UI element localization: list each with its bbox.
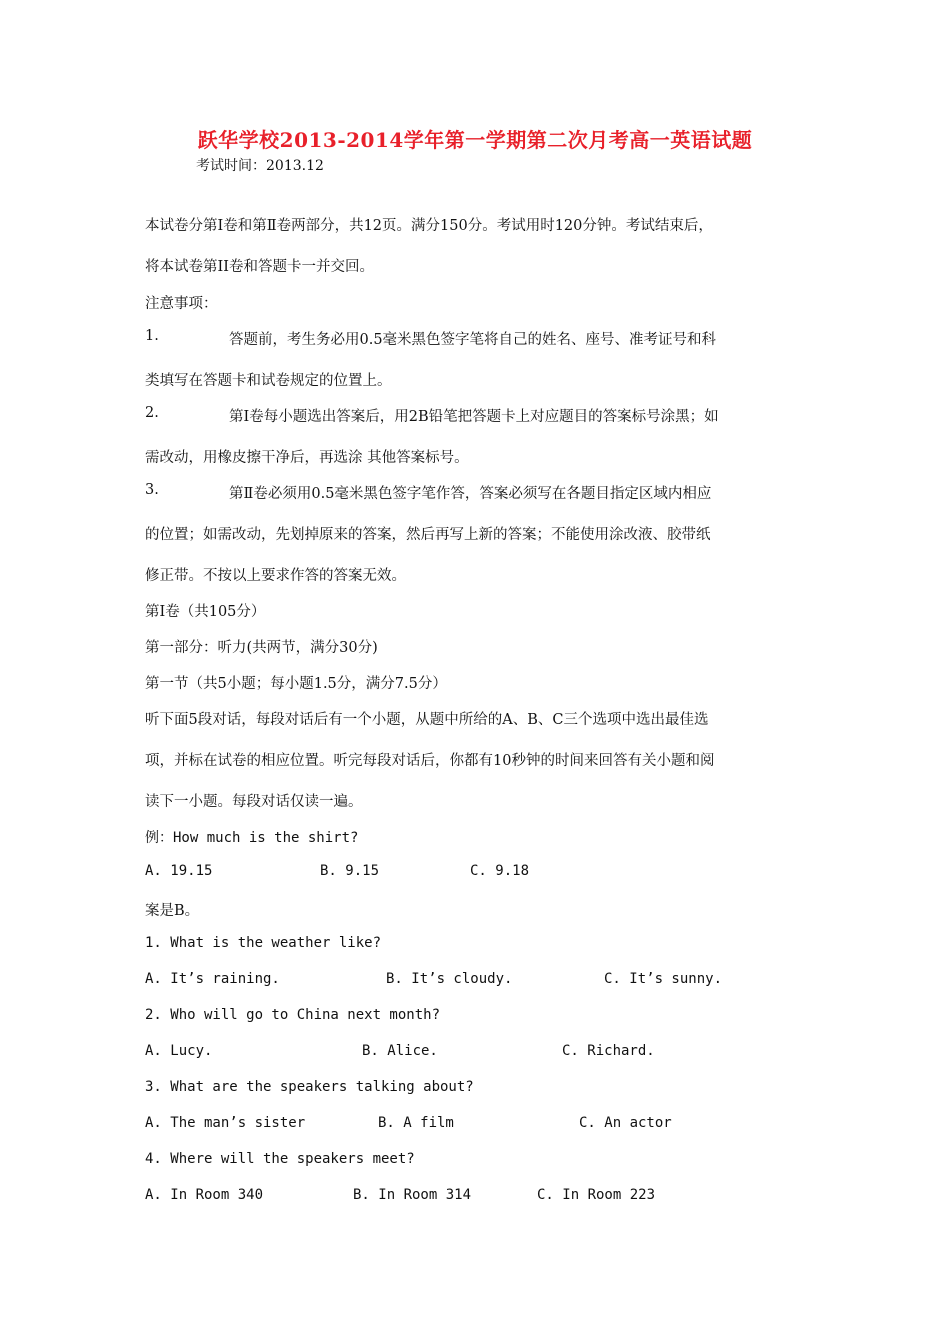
document-title: 跃华学校2013-2014学年第一学期第二次月考高一英语试题: [197, 128, 753, 152]
section-1-heading: 第一节（共5小题；每小题1.5分，满分7.5分）: [145, 676, 447, 692]
question-4: 4. Where will the speakers meet?: [145, 1151, 415, 1167]
instruction-line-1: 听下面5段对话，每段对话后有一个小题，从题中所给的A、B、C三个选项中选出最佳选: [145, 712, 709, 728]
notes-heading: 注意事项：: [145, 296, 218, 312]
question-3: 3. What are the speakers talking about?: [145, 1079, 474, 1095]
question-4-option-a: A. In Room 340: [145, 1187, 264, 1203]
note-1-line-1: 答题前，考生务必用0.5毫米黑色签字笔将自己的姓名、座号、准考证号和科: [229, 332, 717, 348]
note-number-1: 1.: [145, 328, 159, 344]
intro-line-1: 本试卷分第Ⅰ卷和第Ⅱ卷两部分，共12页。满分150分。考试用时120分钟。考试结束后，: [145, 218, 713, 234]
example-option-b: B. 9.15: [320, 863, 380, 879]
intro-line-2: 将本试卷第II卷和答题卡一并交回。: [145, 259, 374, 275]
question-2-option-b: B. Alice.: [362, 1043, 438, 1059]
question-2-option-a: A. Lucy.: [145, 1043, 213, 1059]
question-3-option-c: C. An actor: [579, 1115, 672, 1131]
note-3-line-3: 修正带。不按以上要求作答的答案无效。: [145, 568, 406, 584]
volume-1-heading: 第Ⅰ卷（共105分）: [145, 604, 266, 620]
question-1-option-a: A. It’s raining.: [145, 971, 280, 987]
question-4-option-c: C. In Room 223: [537, 1187, 656, 1203]
note-number-2: 2.: [145, 405, 159, 421]
example-answer: 案是B。: [145, 903, 200, 919]
instruction-line-3: 读下一小题。每段对话仅读一遍。: [145, 794, 363, 810]
question-2-option-c: C. Richard.: [562, 1043, 655, 1059]
question-2: 2. Who will go to China next month?: [145, 1007, 441, 1023]
example-question: 例：How much is the shirt?: [145, 830, 359, 846]
note-2-line-2: 需改动，用橡皮擦干净后，再选涂 其他答案标号。: [145, 450, 469, 466]
note-number-3: 3.: [145, 482, 159, 498]
note-2-line-1: 第Ⅰ卷每小题选出答案后，用2B铅笔把答题卡上对应题目的答案标号涂黑；如: [229, 409, 719, 425]
question-4-option-b: B. In Room 314: [353, 1187, 472, 1203]
instruction-line-2: 项，并标在试卷的相应位置。听完每段对话后，你都有10秒钟的时间来回答有关小题和阅: [145, 753, 715, 769]
example-option-a: A. 19.15: [145, 863, 213, 879]
exam-time: 考试时间：2013.12: [196, 158, 324, 174]
note-1-line-2: 类填写在答题卡和试卷规定的位置上。: [145, 373, 392, 389]
question-1-option-c: C. It’s sunny.: [604, 971, 723, 987]
question-1: 1. What is the weather like?: [145, 935, 382, 951]
example-option-c: C. 9.18: [470, 863, 530, 879]
note-3-line-2: 的位置；如需改动，先划掉原来的答案，然后再写上新的答案；不能使用涂改液、胶带纸: [145, 527, 711, 543]
part-1-heading: 第一部分：听力(共两节，满分30分): [145, 640, 378, 656]
question-3-option-a: A. The man’s sister: [145, 1115, 306, 1131]
note-3-line-1: 第Ⅱ卷必须用0.5毫米黑色签字笔作答，答案必须写在各题目指定区域内相应: [229, 486, 712, 502]
question-1-option-b: B. It’s cloudy.: [386, 971, 513, 987]
question-3-option-b: B. A film: [378, 1115, 454, 1131]
